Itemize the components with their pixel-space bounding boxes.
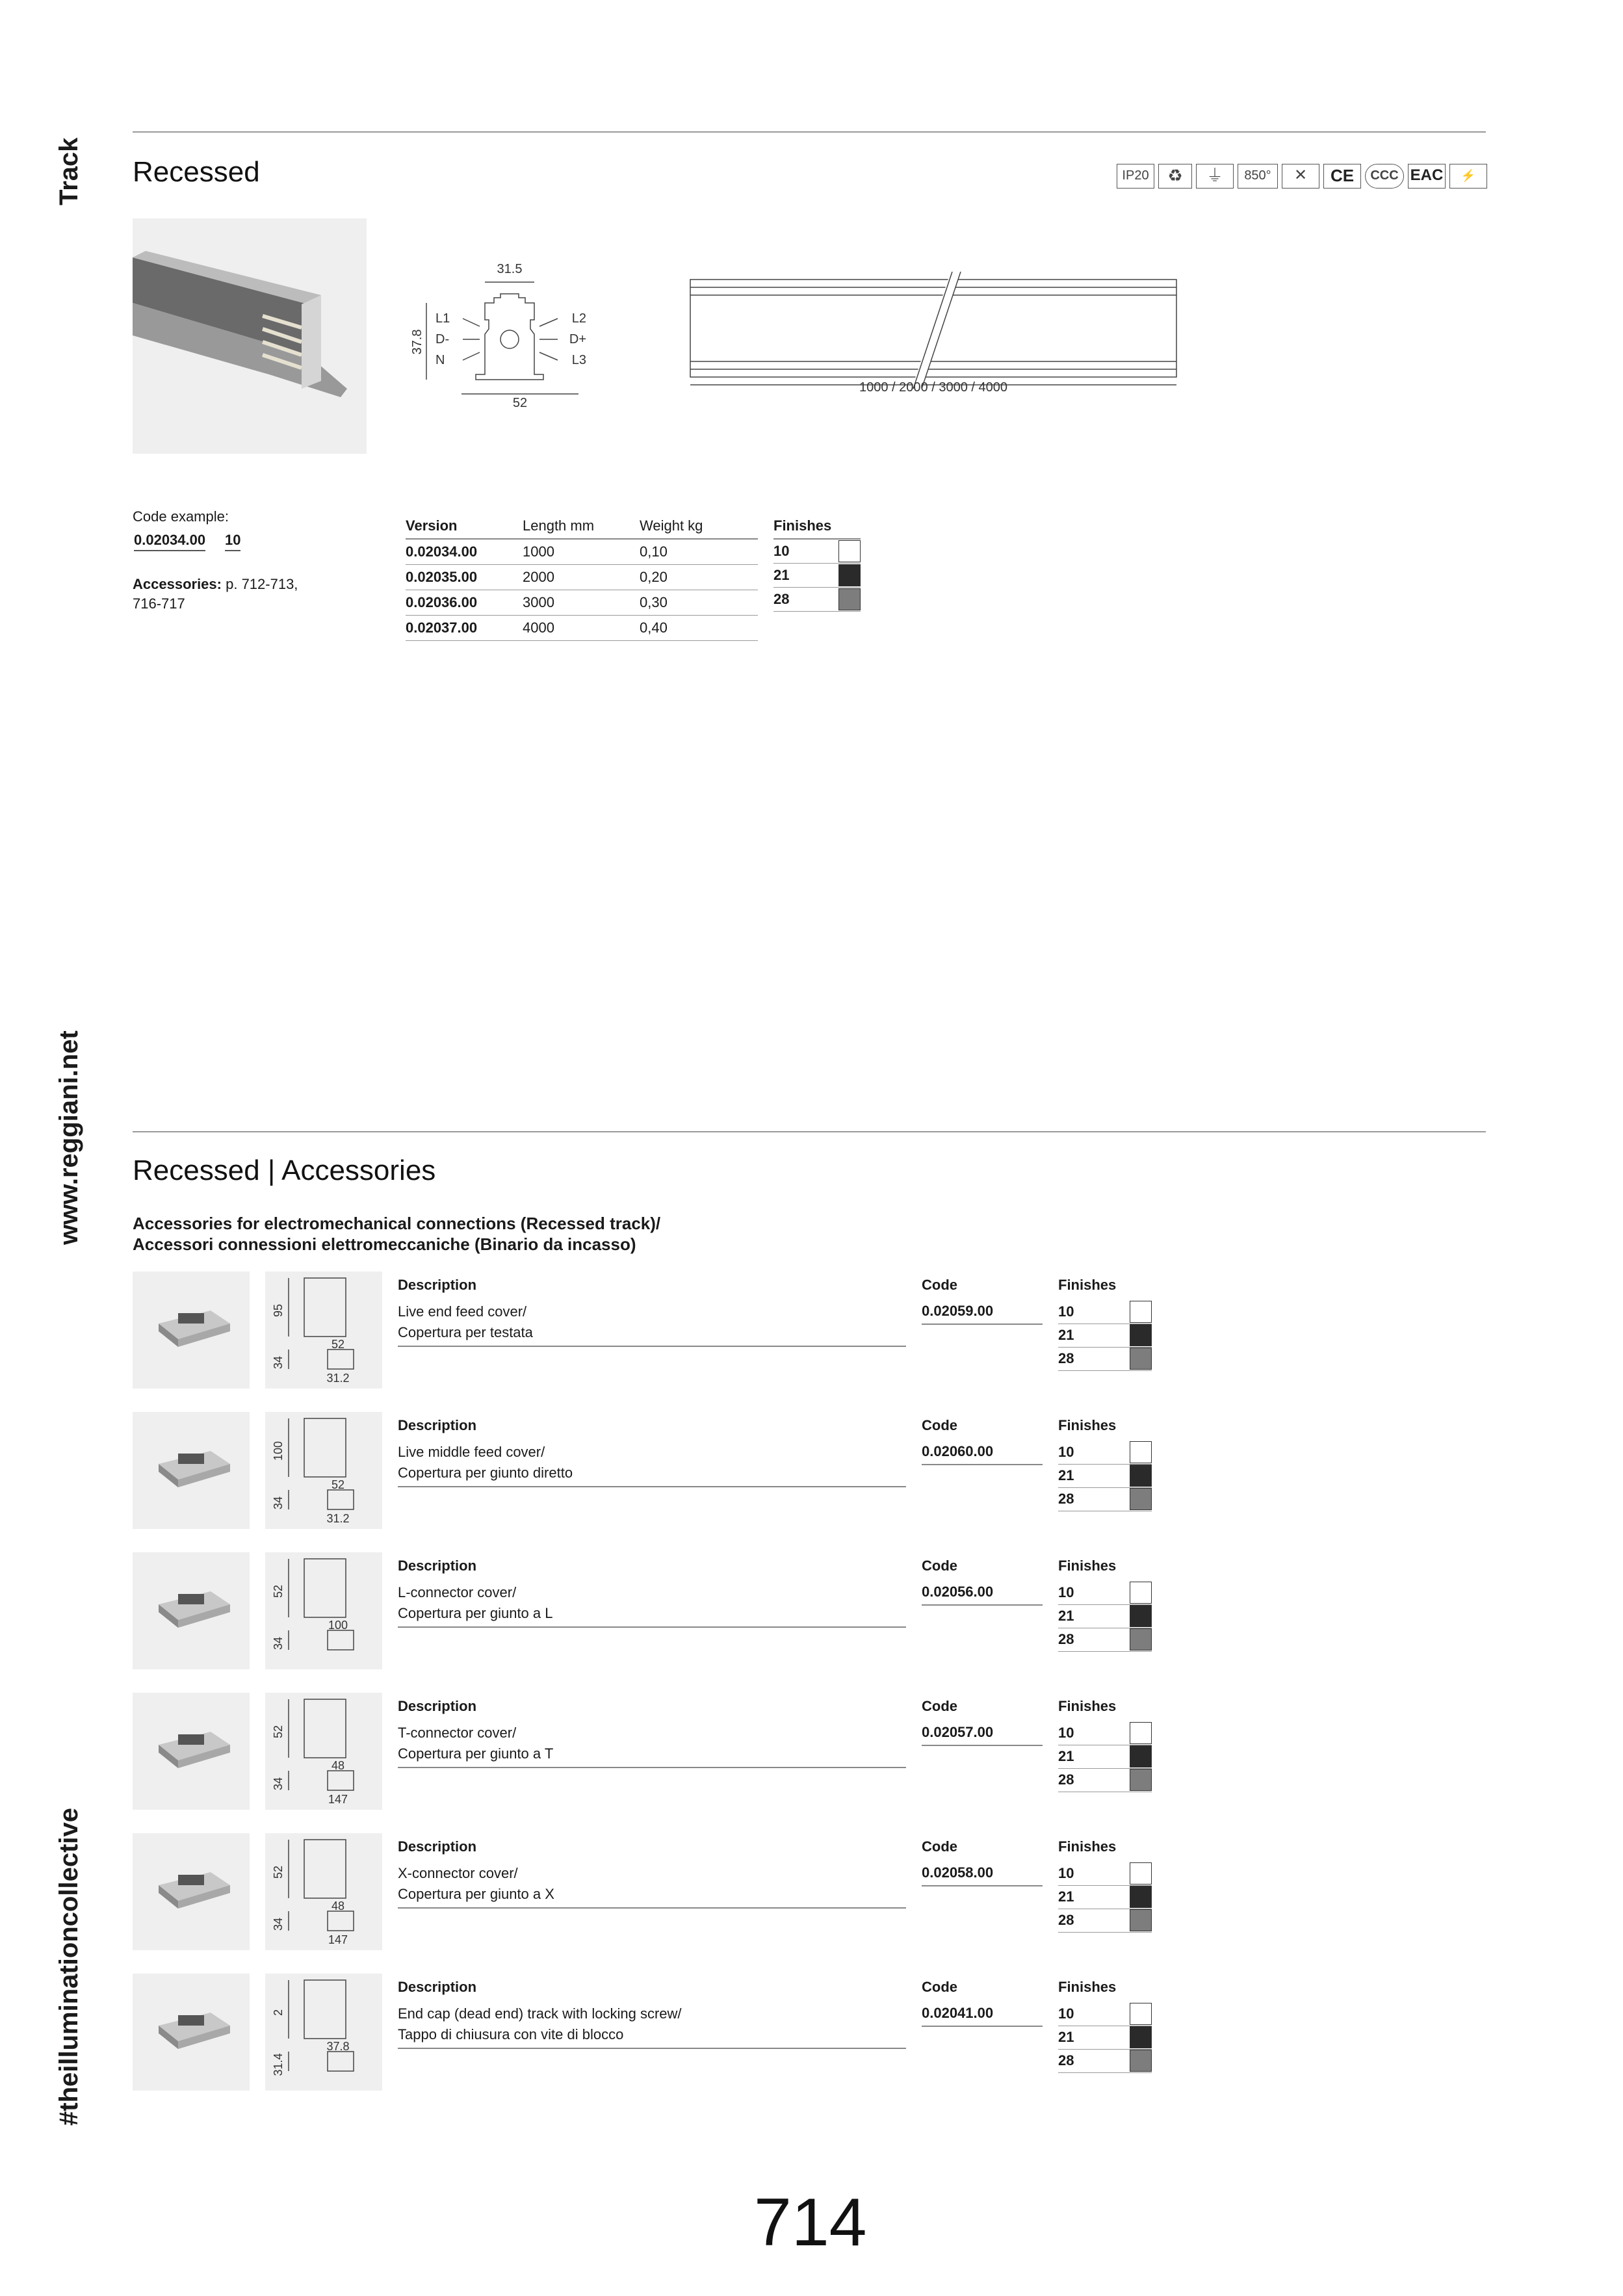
recycle-icon: ♻ [1158,164,1192,189]
ip20-badge: IP20 [1117,164,1154,189]
table-row [406,539,758,565]
certification-bar [1117,164,1487,189]
accessory-description [398,1723,553,1764]
accessory-code: 0.02058.00 [922,1864,994,1881]
finishes-label: Finishes [1058,1698,1117,1714]
cell-code: 0.02035.00 [406,565,523,590]
description-underline [398,1907,906,1909]
accessories-label: Accessories: [133,576,222,592]
finishes-label: Finishes [1058,1558,1117,1574]
finish-row-28 [1058,1487,1152,1511]
accessory-dim: 52 [331,1338,345,1351]
finish-code: 28 [1058,1912,1074,1928]
table-row [406,565,758,590]
accessory-drawing [265,1552,382,1669]
table-row [406,590,758,616]
cell-length: 4000 [523,616,640,641]
finish-swatch-grey [1130,1909,1152,1931]
accessory-dim: 34 [272,1917,285,1931]
finish-swatch-black [838,564,861,586]
cell-length: 2000 [523,565,640,590]
finishes-label: Finishes [1058,1417,1117,1433]
label-right-2: L3 [571,353,586,367]
finish-code: 28 [1058,1491,1074,1507]
finish-code: 10 [1058,1303,1074,1320]
finish-row-10 [1058,1300,1152,1324]
description-label: Description [398,1417,477,1433]
track-lengths: 1000 / 2000 / 3000 / 4000 [859,380,1007,395]
code-label: Code [922,1558,957,1574]
finish-swatch-white [1130,2003,1152,2025]
description-label: Description [398,1558,477,1574]
accessory-photo [133,1412,250,1529]
label-right-1: D+ [569,332,586,346]
finish-code: 28 [1058,1771,1074,1788]
accessory-description [398,1301,533,1343]
accessories-ref [133,575,298,614]
description-en: T-connector cover/ [398,1725,517,1741]
description-label: Description [398,1277,477,1293]
finish-swatch-grey [1130,1488,1152,1510]
accessory-description [398,1582,553,1624]
section-title-recessed: Recessed [133,156,260,188]
header-weight: Weight kg [640,514,758,539]
profile-drawing [403,257,611,413]
finish-row-10 [1058,1862,1152,1886]
accessory-photo [133,1272,250,1389]
table-header-row [406,514,758,539]
accessory-dim: 37.8 [326,2040,350,2053]
top-rule [133,131,1486,133]
description-it: Copertura per giunto a T [398,1745,554,1762]
finish-swatch-black [1130,1465,1152,1487]
finish-swatch-black [1130,1745,1152,1768]
accessory-dim: 48 [331,1759,345,1772]
accessory-dim: 147 [328,1933,348,1946]
finish-code: 10 [1058,2005,1074,2022]
finish-swatch-black [1130,1605,1152,1627]
cell-weight: 0,10 [640,539,758,565]
accessory-dim: 100 [272,1441,285,1461]
description-label: Description [398,1979,477,1995]
finish-swatch-black [1130,1886,1152,1908]
finish-row-21 [1058,2026,1152,2050]
accessory-drawing [265,1412,382,1529]
cell-length: 1000 [523,539,640,565]
energy-class-icon: ⚡ [1449,164,1487,189]
finish-row-10 [773,540,861,564]
accessory-dim: 31.2 [326,1372,350,1385]
accessory-code: 0.02056.00 [922,1584,994,1600]
accessories-subtitle [133,1213,660,1255]
accessory-row [0,1412,1623,1535]
finish-code: 21 [1058,2029,1074,2045]
finish-row-21 [1058,1464,1152,1488]
finish-swatch-grey [1130,1348,1152,1370]
accessory-dim: 34 [272,1636,285,1650]
description-underline [398,1346,906,1347]
accessory-code: 0.02057.00 [922,1724,994,1740]
finish-swatch-white [1130,1301,1152,1323]
description-it: Copertura per testata [398,1324,533,1340]
finish-code: 21 [1058,1327,1074,1343]
cell-weight: 0,30 [640,590,758,616]
dim-profile-width: 31.5 [497,262,523,276]
accessory-drawing [265,1272,382,1389]
code-example-code: 0.02034.00 [134,532,205,551]
finish-row-10 [1058,1441,1152,1465]
finish-code: 28 [1058,2052,1074,2068]
finish-code: 10 [1058,1725,1074,1741]
finish-row-28 [1058,1909,1152,1933]
description-it: Copertura per giunto a X [398,1886,554,1902]
table-row [406,616,758,641]
accessory-dim: 52 [272,1584,285,1598]
description-underline [398,1767,906,1768]
finish-row-10 [1058,1721,1152,1745]
cell-code: 0.02037.00 [406,616,523,641]
eac-badge: EAC [1408,164,1446,189]
finish-row-21 [1058,1745,1152,1769]
finish-code: 28 [1058,1631,1074,1647]
description-it: Copertura per giunto a L [398,1605,553,1621]
finish-code: 21 [1058,1467,1074,1483]
code-label: Code [922,1979,957,1995]
finish-code: 21 [1058,1748,1074,1764]
finish-row-21 [773,564,861,588]
dim-profile-base: 52 [512,396,528,410]
accessory-dim: 34 [272,1777,285,1791]
code-underline [922,2026,1043,2027]
accessory-dim: 52 [272,1865,285,1879]
side-category: Track [55,137,83,205]
finish-row-21 [1058,1885,1152,1909]
finish-swatch-grey [1130,1769,1152,1791]
ccc-badge: CCC [1365,164,1404,189]
code-underline [922,1604,1043,1606]
subtitle-en: Accessories for electromechanical connections (Recessed track)/ [133,1214,661,1233]
cell-weight: 0,40 [640,616,758,641]
accessories-pages-2: 716-717 [133,595,185,612]
description-label: Description [398,1838,477,1855]
finish-row-28 [1058,1768,1152,1792]
finish-swatch-grey [1130,1628,1152,1650]
finishes-header: Finishes [773,514,861,540]
code-underline [922,1885,1043,1886]
description-it: Tappo di chiusura con vite di blocco [398,2026,624,2042]
accessory-dim: 34 [272,1496,285,1510]
accessory-code: 0.02060.00 [922,1443,994,1459]
finish-row-10 [1058,1581,1152,1605]
versions-table [406,514,758,641]
cell-length: 3000 [523,590,640,616]
accessory-code: 0.02059.00 [922,1303,994,1319]
finish-swatch-white [1130,1582,1152,1604]
accessory-row [0,1974,1623,2097]
accessory-dim: 52 [272,1725,285,1739]
cell-code: 0.02034.00 [406,539,523,565]
earth-icon: ⏚ [1196,164,1234,189]
accessory-dim: 48 [331,1899,345,1912]
finish-swatch-white [838,540,861,562]
description-underline [398,1486,906,1487]
finishes-label: Finishes [1058,1838,1117,1855]
finish-code: 10 [773,543,790,559]
accessory-code: 0.02041.00 [922,2005,994,2021]
finish-row-10 [1058,2002,1152,2026]
accessory-row [0,1833,1623,1957]
label-left-0: L1 [435,311,450,326]
description-it: Copertura per giunto diretto [398,1465,573,1481]
description-en: X-connector cover/ [398,1865,518,1881]
accessory-drawing [265,1974,382,2091]
accessory-row [0,1552,1623,1676]
track-side-drawing [682,269,1189,399]
page-number: 714 [754,2185,867,2260]
accessory-photo [133,1693,250,1810]
cell-weight: 0,20 [640,565,758,590]
accessory-dim: 34 [272,1355,285,1370]
finish-row-21 [1058,1324,1152,1348]
finish-swatch-white [1130,1722,1152,1744]
code-example-finish: 10 [225,532,240,551]
code-underline [922,1324,1043,1325]
code-label: Code [922,1277,957,1293]
finish-swatch-black [1130,2026,1152,2048]
accessory-description [398,1863,554,1905]
finish-code: 21 [1058,1888,1074,1905]
dim-profile-height: 37.8 [410,329,424,355]
finishes-label: Finishes [1058,1979,1117,1995]
accessory-dim: 31.2 [326,1512,350,1525]
finish-code: 28 [773,591,790,607]
accessory-dim: 52 [331,1478,345,1491]
finish-swatch-grey [838,588,861,610]
finishes-block [773,514,861,612]
accessory-dim: 147 [328,1793,348,1806]
header-length: Length mm [523,514,640,539]
no-thermal-icon: ✕ [1282,164,1319,189]
code-label: Code [922,1698,957,1714]
finishes-label: Finishes [1058,1277,1117,1293]
code-underline [922,1464,1043,1465]
ce-badge: CE [1323,164,1361,189]
code-underline [922,1745,1043,1746]
cell-code: 0.02036.00 [406,590,523,616]
accessory-dim: 100 [328,1619,348,1632]
accessory-dim: 2 [272,2009,285,2016]
description-en: L-connector cover/ [398,1584,517,1600]
accessory-description [398,1442,573,1483]
description-underline [398,1626,906,1628]
finish-swatch-black [1130,1324,1152,1346]
finish-row-28 [1058,1347,1152,1371]
accessories-pages-1: p. 712-713, [226,576,298,592]
finish-swatch-grey [1130,2050,1152,2072]
finish-code: 10 [1058,1865,1074,1881]
finish-code: 21 [773,567,790,583]
description-underline [398,2048,906,2049]
description-en: Live middle feed cover/ [398,1444,545,1460]
accessory-drawing [265,1833,382,1950]
header-version: Version [406,514,523,539]
finish-row-28 [1058,2049,1152,2073]
code-label: Code [922,1417,957,1433]
label-left-1: D- [435,332,450,346]
accessory-row [0,1272,1623,1395]
finish-code: 10 [1058,1444,1074,1460]
accessory-photo [133,1974,250,2091]
temperature-850-badge: 850° [1238,164,1278,189]
accessory-photo [133,1833,250,1950]
code-label: Code [922,1838,957,1855]
finish-row-28 [1058,1628,1152,1652]
finish-row-28 [773,588,861,612]
section-title-accessories: Recessed | Accessories [133,1155,436,1186]
accessory-description [398,2003,682,2045]
description-en: Live end feed cover/ [398,1303,527,1320]
label-left-2: N [435,353,445,367]
middle-rule [133,1131,1486,1132]
finish-swatch-white [1130,1862,1152,1885]
label-right-0: L2 [571,311,586,326]
accessory-dim: 95 [272,1303,285,1318]
description-label: Description [398,1698,477,1714]
finish-row-21 [1058,1604,1152,1628]
side-hashtag: #theilluminationcollective [55,1807,83,2126]
finish-code: 21 [1058,1608,1074,1624]
description-en: End cap (dead end) track with locking screw/ [398,2005,682,2022]
accessory-dim: 31.4 [272,2053,285,2076]
side-website: www.reggiani.net [55,1030,83,1245]
product-photo-track [133,218,367,454]
finish-swatch-white [1130,1441,1152,1463]
finish-code: 28 [1058,1350,1074,1366]
accessory-row [0,1693,1623,1816]
finish-code: 10 [1058,1584,1074,1600]
subtitle-it: Accessori connessioni elettromeccaniche (Binario da incasso) [133,1234,636,1254]
code-example-label: Code example: [133,508,229,525]
accessory-drawing [265,1693,382,1810]
accessory-photo [133,1552,250,1669]
